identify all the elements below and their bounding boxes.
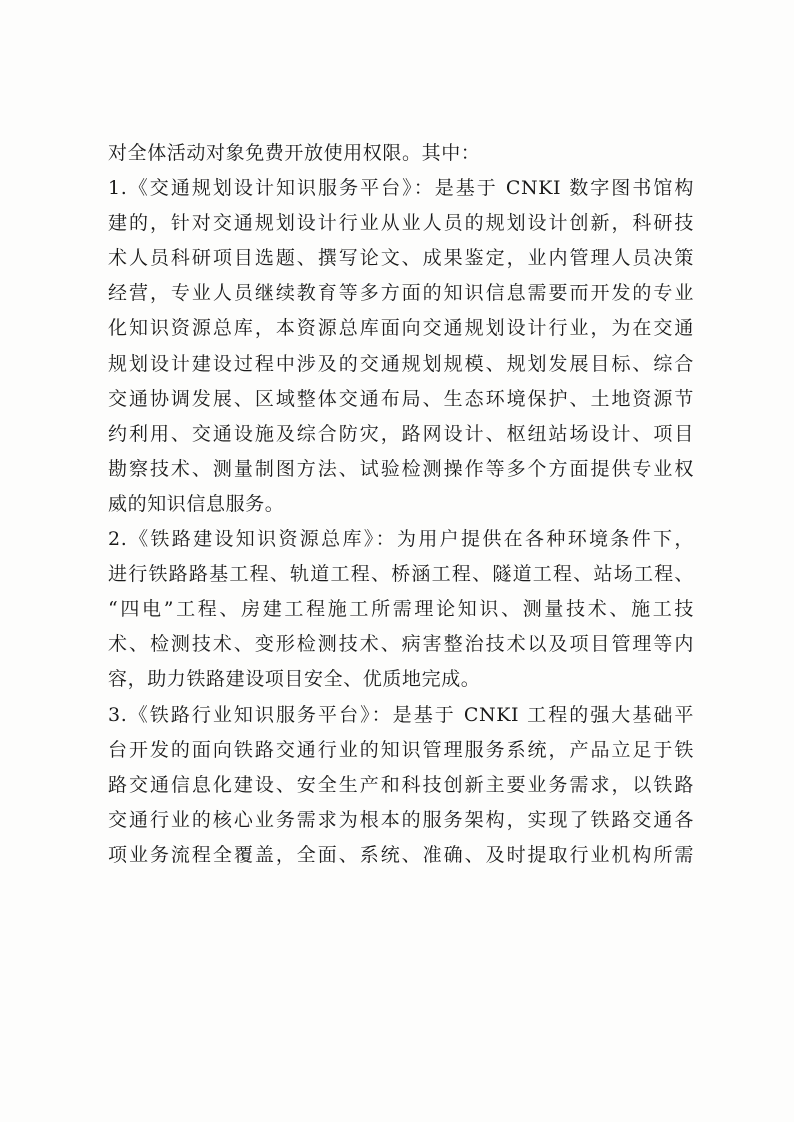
text-line: 项业务流程全覆盖，全面、系统、准确、及时提取行业机构所需 (108, 843, 694, 866)
text-line: 经营，专业人员继续教育等多方面的知识信息需要而开发的专业 (108, 282, 694, 305)
text-line: 威的知识信息服务。 (108, 492, 285, 515)
text-line: 规划设计建设过程中涉及的交通规划规模、规划发展目标、综合 (108, 352, 694, 375)
text-line: 台开发的面向铁路交通行业的知识管理服务系统，产品立足于铁 (108, 738, 694, 761)
document-page (108, 136, 694, 873)
text-line: 化知识资源总库，本资源总库面向交通规划设计行业，为在交通 (108, 317, 694, 340)
text-line: 路交通信息化建设、安全生产和科技创新主要业务需求，以铁路 (108, 773, 694, 796)
text-line: “四电”工程、房建工程施工所需理论知识、测量技术、施工技 (108, 598, 694, 621)
text-line: 勘察技术、测量制图方法、试验检测操作等多个方面提供专业权 (108, 457, 694, 480)
text-line: 进行铁路路基工程、轨道工程、桥涵工程、隧道工程、站场工程、 (108, 563, 694, 586)
text-line: 术人员科研项目选题、撰写论文、成果鉴定，业内管理人员决策 (108, 247, 694, 270)
text-line: 对全体活动对象免费开放使用权限。其中： (108, 142, 481, 164)
text-line: 容，助力铁路建设项目安全、优质地完成。 (108, 668, 481, 691)
text-line: 1.《交通规划设计知识服务平台》：是基于 CNKI 数字图书馆构 (108, 177, 694, 200)
text-line: 交通协调发展、区域整体交通布局、生态环境保护、土地资源节 (108, 387, 694, 410)
text-line: 2.《铁路建设知识资源总库》：为用户提供在各种环境条件下， (108, 528, 694, 551)
text-line: 约利用、交通设施及综合防灾，路网设计、枢纽站场设计、项目 (108, 422, 694, 445)
text-line: 交通行业的核心业务需求为根本的服务架构，实现了铁路交通各 (108, 808, 694, 831)
text-line: 建的，针对交通规划设计行业从业人员的规划设计创新，科研技 (108, 212, 694, 235)
text-line: 3.《铁路行业知识服务平台》：是基于 CNKI 工程的强大基础平 (108, 703, 694, 726)
text-line: 术、检测技术、变形检测技术、病害整治技术以及项目管理等内 (108, 633, 694, 656)
